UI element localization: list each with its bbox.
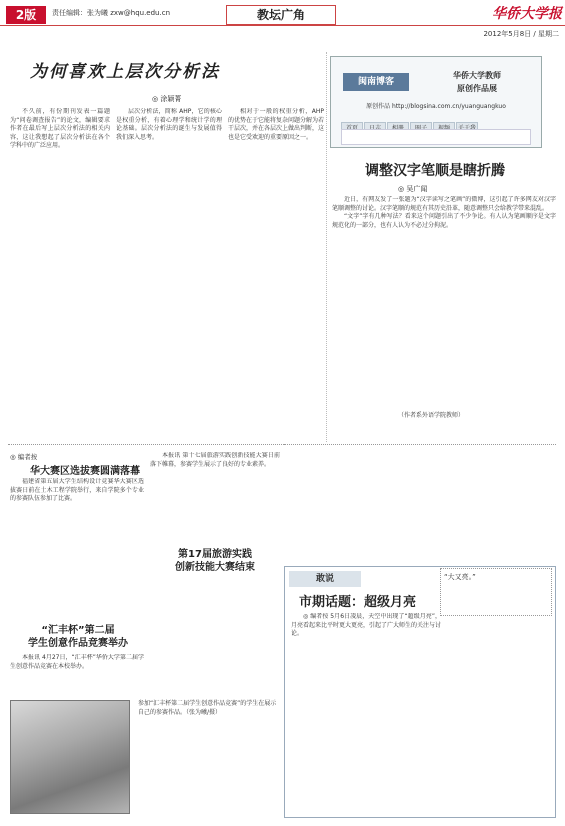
news-item1-body (10, 478, 144, 616)
main-article-author: ◎ 涂颖菁 (152, 95, 182, 103)
issue-date: 2012年5月8日 / 星期二 (483, 30, 559, 38)
right-article-author: ◎ 吴广闻 (398, 185, 428, 193)
section-title: 教坛广角 (226, 5, 336, 25)
main-article-tail: 相对于一般的权重分析，AHP 的优势在于它能将复杂问题分解为若干层次，并在各层次上做出判断，这也是它受欢迎的重要原因之一。 (228, 108, 324, 141)
editor-line: 责任编辑：张为曦 zxw@hqu.edu.cn (52, 9, 171, 17)
page-number: 2版 (6, 6, 46, 24)
news-photo (10, 700, 130, 814)
column-divider (326, 52, 327, 442)
right-separator (284, 444, 556, 445)
news-item3-lead (150, 452, 280, 538)
right-article-note: （作者系外语学院教师） (398, 412, 465, 419)
talk-column-title: 市期话题：超级月亮 (299, 595, 417, 610)
talk-column-body (291, 613, 441, 813)
blog-url: 原创作品 http://blogsina.com.cn/yuanguangkuo (366, 103, 506, 110)
right-article-para-2: “文字”字有几种写法？看来这个问题引出了不少争论。有人认为笔画顺序是文字规范化的一部分，也有人认为不必过分拘泥。 (332, 213, 556, 229)
right-article-title: 调整汉字笔顺是瞎折腾 (365, 163, 505, 179)
talk-column-text: ◎ 编者按 5月6日凌晨，天空中出现了“超级月亮”，月亮看起来比平时更大更亮，引起了广大师生的关注与讨论。 (291, 613, 441, 638)
news-photo-caption: 参加“汇丰杯第二届学生创意作品竞赛”的学生在展示自己的参赛作品。（张为曦/摄） (138, 700, 277, 716)
main-article-lead: 不久前，有份期刊发表一篇题为“问卷调查报告”的论文，编辑要求作者在最后写上层次分析法的相关内容，这让我想起了层次分析法在各个学科中的广泛应用。 (10, 108, 110, 150)
news-item1-text: 福建省第五届大学生结构设计竞赛华大赛区选拔赛日前在土木工程学院举行，来自学院多个专业的参赛队伍参加了比赛。 (10, 478, 144, 503)
news-item2-body (10, 654, 144, 694)
right-article-body (332, 196, 556, 404)
main-article-col-2 (116, 108, 222, 438)
blog-logo: 闽南博客 (343, 73, 409, 91)
news-item3-lead-text: 本报讯 第十七届旅游实践创新技能大赛日前落下帷幕，参赛学生展示了良好的专业素养。 (150, 452, 280, 468)
news-separator (8, 444, 284, 445)
main-article-title: 为何喜欢上层次分析法 (30, 62, 220, 82)
main-article-body: 层次分析法，简称 AHP，它的核心是权重分析，有着心理学和统计学的理论基础。层次分析法的诞生与发展值得我们深入思考。 (116, 108, 222, 141)
news-item2-text: 本报讯 4月27日，“汇丰杯”华侨大学第二届学生创意作品竞赛在本校举办。 (10, 654, 144, 670)
page-header (0, 0, 565, 42)
masthead: 华侨大学报 (492, 6, 562, 22)
blog-subtitle: 华侨大学教师 原创作品展 (453, 71, 501, 93)
news-item2-title: “汇丰杯”第二届 学生创意作品竞赛举办 (28, 625, 128, 649)
blog-body (341, 129, 531, 145)
talk-quote-box: “大又亮。” (440, 568, 552, 616)
main-article-col-3 (228, 108, 324, 438)
news-item3-title: 第17届旅游实践 创新技能大赛结束 (175, 549, 255, 573)
blog-nav (341, 115, 531, 127)
right-article-para-1: 近日，有网友发了一张题为“汉字读写之笔画”的微博，这引起了许多网友对汉字笔顺调整的讨论。汉字笔顺的规范有其历史沿革，随意调整只会给教学带来混乱。 (332, 196, 556, 212)
talk-column-head: 敢说 (289, 571, 361, 587)
blog-banner (330, 56, 542, 148)
news-tag: ◎ 编者按 (10, 453, 38, 461)
main-article-col-1 (10, 108, 110, 438)
news-item1-title: 华大赛区选拔赛圆满落幕 (30, 466, 140, 477)
